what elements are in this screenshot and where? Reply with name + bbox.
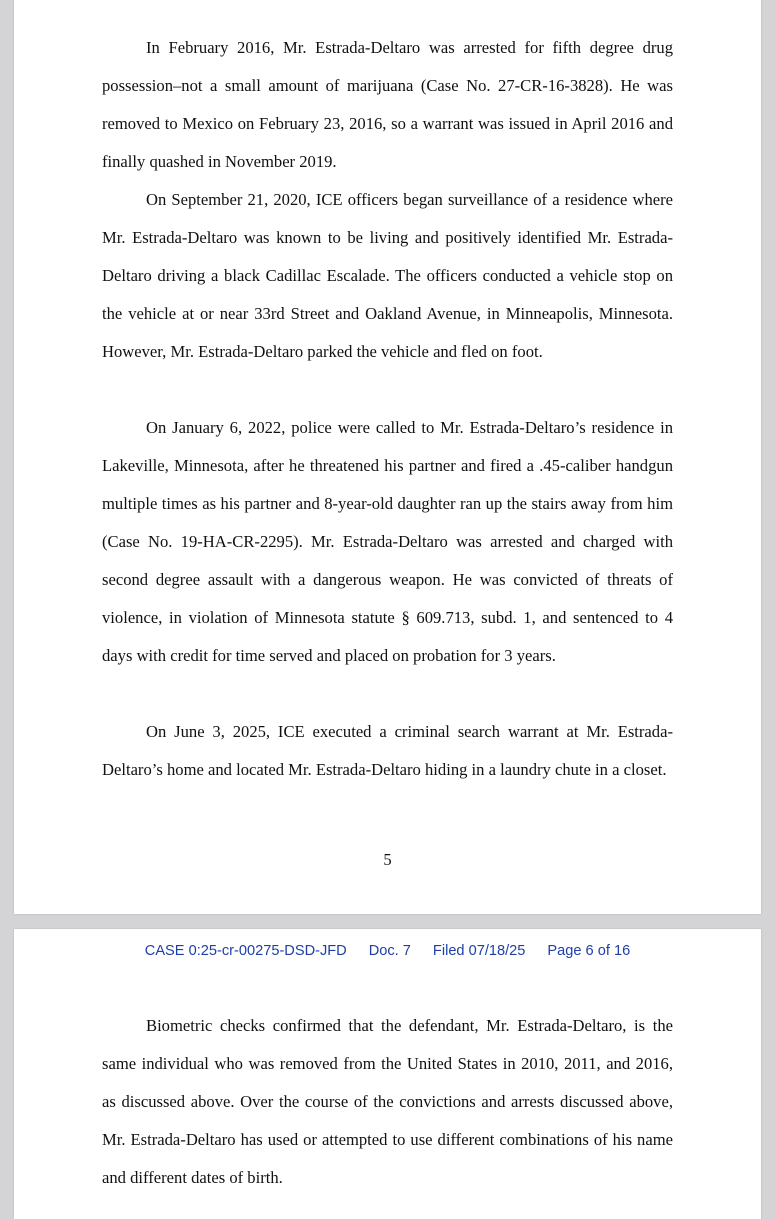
page-count: Page 6 of 16 <box>547 943 631 959</box>
page-number: 5 <box>383 850 392 869</box>
document-page-6 <box>14 929 761 1219</box>
document-page-5 <box>14 0 761 914</box>
case-number: CASE 0:25-cr-00275-DSD-JFD <box>144 943 347 959</box>
paragraph-biometric-checks: Biometric checks confirmed that the defendant, Mr. Estrada-Deltaro, is the same individual who was removed from the United States in 2010, 2011, and 2016, as discussed above. Over the course of the convictions and arrests discussed above, Mr. Estrada-Deltaro has used or attempted to use different combinations of his name and different dates of birth. <box>102 1016 673 1187</box>
case-header <box>14 943 761 959</box>
doc-number: Doc. 7 <box>368 943 411 959</box>
paragraph-february-2016-arrest: In February 2016, Mr. Estrada-Deltaro was arrested for fifth degree drug possession–not a small amount of marijuana (Case No. 27-CR-16-3828). He was removed to Mexico on February 23, 2016, so a warrant was issued in April 2016 and finally quashed in November 2019. <box>102 38 673 171</box>
paragraph-september-2020-surveillance: On September 21, 2020, ICE officers began surveillance of a residence where Mr. Estrada-Deltaro was known to be living and positively identified Mr. Estrada-Deltaro driving a black Cadillac Escalade. The officers conducted a vehicle stop on the vehicle at or near 33rd Street and Oakland Avenue, in Minneapolis, Minnesota. However, Mr. Estrada-Deltaro parked the vehicle and fled on foot. <box>102 190 673 361</box>
filed-date: Filed 07/18/25 <box>432 943 526 959</box>
paragraph-june-2025-search-warrant: On June 3, 2025, ICE executed a criminal search warrant at Mr. Estrada-Deltaro’s home and located Mr. Estrada-Deltaro hiding in a laundry chute in a closet. <box>102 722 673 779</box>
paragraph-january-2022-incident: On January 6, 2022, police were called to Mr. Estrada-Deltaro’s residence in Lakeville, Minnesota, after he threatened his partner and fired a .45-caliber handgun multiple times as his partner and 8-year-old daughter ran up the stairs away from him (Case No. 19-HA-CR-2295). Mr. Estrada-Deltaro was arrested and charged with second degree assault with a dangerous weapon. He was convicted of threats of violence, in violation of Minnesota statute § 609.713, subd. 1, and sentenced to 4 days with credit for time served and placed on probation for 3 years. <box>102 418 673 665</box>
